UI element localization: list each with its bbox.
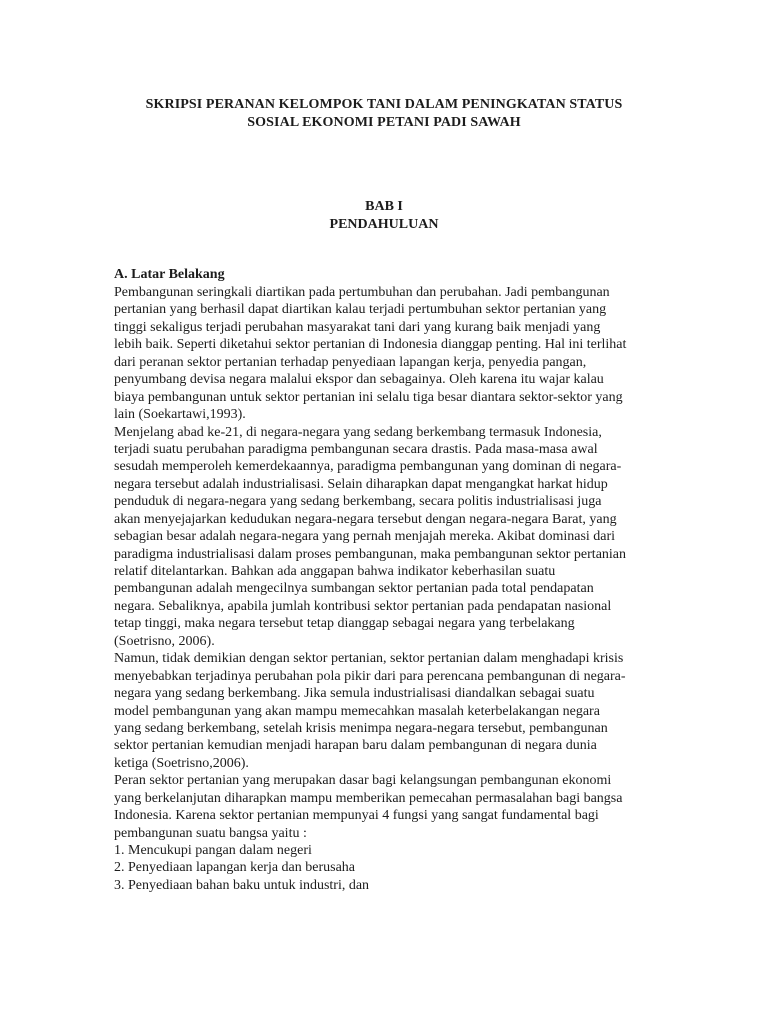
document-title-line-1: SKRIPSI PERANAN KELOMPOK TANI DALAM PENINGKATAN STATUS (145, 97, 623, 112)
body-text-line: sektor pertanian kemudian menjadi harapan baru dalam pembangunan di negara dunia (114, 738, 597, 754)
body-text-line: Pembangunan seringkali diartikan pada pertumbuhan dan perubahan. Jadi pembangunan (114, 285, 610, 300)
body-text-line: negara. Sebaliknya, apabila jumlah kontribusi sektor pertanian pada pendapatan nasional (114, 598, 612, 614)
body-text-line: 1. Mencukupi pangan dalam negeri (114, 843, 312, 858)
body-text-line: yang berkelanjutan diharapkan mampu memberikan pemecahan permasalahan bagi bangsa (114, 790, 623, 806)
body-text-line: tinggi sekaligus terjadi perubahan masyarakat tani dari yang kurang baik menjadi yang (114, 319, 601, 335)
body-text-line: ketiga (Soetrisno,2006). (114, 755, 249, 771)
body-text-line: pertanian yang berhasil dapat diartikan kalau terjadi pertumbuhan sektor pertanian yang (114, 302, 607, 318)
document-title (100, 96, 668, 132)
body-text-line: lain (Soekartawi,1993). (114, 407, 246, 423)
body-text-line: Menjelang abad ke-21, di negara-negara yang sedang berkembang termasuk Indonesia, (114, 424, 602, 440)
body-text-line: sesudah memperoleh kemerdekaannya, paradigma pembangunan yang dominan di negara- (114, 459, 622, 475)
body-text-line: Namun, tidak demikian dengan sektor pertanian, sektor pertanian dalam menghadapi krisis (114, 651, 624, 667)
body-text-line: biaya pembangunan untuk sektor pertanian ini selalu tiga besar diantara sektor-sektor yang (114, 389, 623, 405)
body-text-line: 2. Penyediaan lapangan kerja dan berusaha (114, 860, 356, 876)
chapter-title: PENDAHULUAN (329, 217, 439, 232)
document-title-line-2: SOSIAL EKONOMI PETANI PADI SAWAH (247, 115, 521, 130)
body-text-line: Indonesia. Karena sektor pertanian mempunyai 4 fungsi yang sangat fundamental bagi (114, 808, 599, 824)
body-text-line: relatif ditelantarkan. Bahkan ada anggapan bahwa indikator keberhasilan suatu (114, 564, 556, 579)
section-heading: A. Latar Belakang (114, 267, 225, 282)
body-text-line: menyebabkan terjadinya perubahan pola pikir dari para perencana pembangunan di negara- (114, 668, 626, 684)
chapter-heading (100, 198, 668, 234)
body-text-line: sebagian besar adalah negara-negara yang pernah menjajah mereka. Akibat dominasi dari (114, 529, 616, 545)
body-text-line: paradigma industrialisasi dalam proses pembangunan, maka pembangunan sektor pertanian (114, 546, 627, 562)
body-text-line: penyumbang devisa negara malalui ekspor dan sebagainya. Oleh karena itu wajar kalau (114, 372, 604, 388)
body-text-line: pembangunan suatu bangsa yaitu : (114, 825, 307, 841)
body-text (114, 284, 674, 894)
body-text-line: dari peranan sektor pertanian terhadap penyediaan lapangan kerja, penyedia pangan, (114, 354, 587, 370)
body-text-line: akan menyejajarkan kedudukan negara-negara tersebut dengan negara-negara Barat, yang (114, 511, 617, 527)
body-text-line: model pembangunan yang akan mampu memecahkan masalah keterbelakangan negara (114, 703, 600, 719)
body-text-line: pembangunan adalah mengecilnya sumbangan sektor pertanian pada total pendapatan (114, 581, 594, 597)
body-text-line: 3. Penyediaan bahan baku untuk industri, dan (114, 877, 370, 893)
body-text-line: yang sedang berkembang, setelah krisis menimpa negara-negara tersebut, pembangunan (114, 720, 608, 736)
body-text-line: negara tersebut adalah industrialisasi. Selain diharapkan dapat mengangkat harkat hidup (114, 476, 608, 492)
body-text-line: negara yang sedang berkembang. Jika semula industrialisasi diandalkan sebagai suatu (114, 686, 595, 702)
body-text-line: penduduk di negara-negara yang sedang berkembang, secara politis industrialisasi juga (114, 494, 602, 510)
body-text-line: Peran sektor pertanian yang merupakan dasar bagi kelangsungan pembangunan ekonomi (114, 773, 612, 789)
chapter-number: BAB I (365, 199, 403, 214)
body-text-line: (Soetrisno, 2006). (114, 633, 215, 649)
body-text-line: terjadi suatu perubahan paradigma pembangunan secara drastis. Pada masa-masa awal (114, 441, 598, 457)
body-text-line: lebih baik. Seperti diketahui sektor pertanian di Indonesia dianggap penting. Hal ini terlihat (114, 337, 627, 353)
body-text-line: tetap tinggi, maka negara tersebut tetap dianggap sebagai negara yang terbelakang (114, 616, 575, 632)
